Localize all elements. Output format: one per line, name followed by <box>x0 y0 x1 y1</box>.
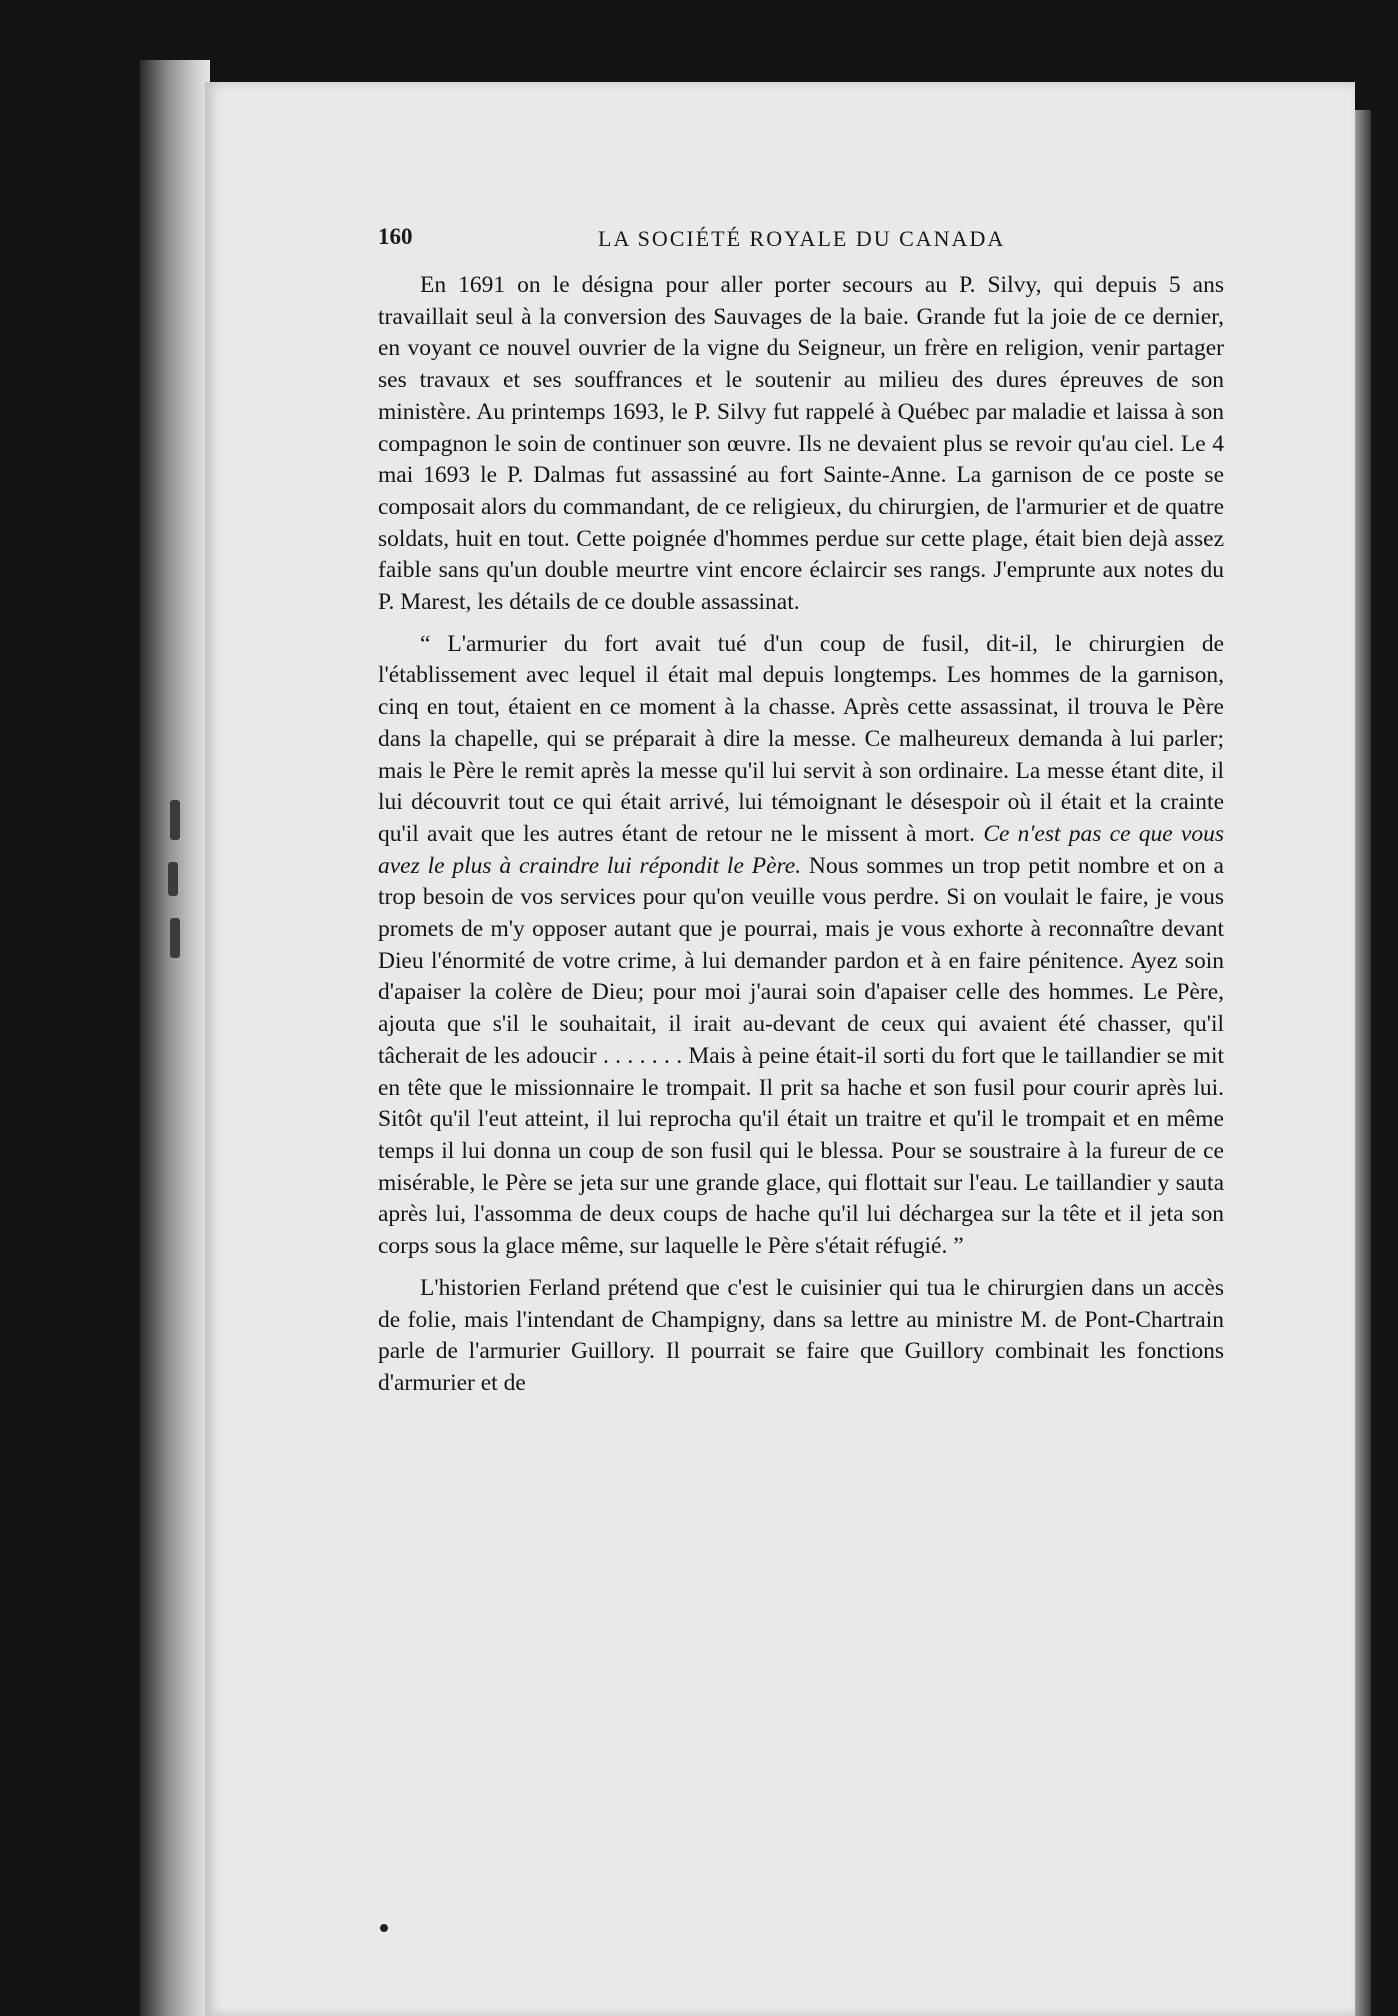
ink-dot <box>380 1924 388 1932</box>
paragraph-1: En 1691 on le désigna pour aller porter secours au P. Silvy, qui depuis 5 ans travaillait seul à la conversion des Sauvages de la baie. Grande fut la joie de ce dernier, en voyant ce nouvel ouvrier de la vigne du Seigneur, un frère en religion, venir partager ses travaux et ses souffrances et le soutenir au milieu des dures épreuves de son ministère. Au printemps 1693, le P. Silvy fut rappelé à Québec par maladie et laissa à son compagnon le soin de continuer son œuvre. Ils ne devaient plus se revoir qu'au ciel. Le 4 mai 1693 le P. Dalmas fut assassiné au fort Sainte-Anne. La garnison de ce poste se composait alors du commandant, de ce religieux, du chirurgien, de l'armurier et de quatre soldats, huit en tout. Cette poignée d'hommes perdue sur cette plage, était bien dejà assez faible sans qu'un double meurtre vint encore éclaircir ses rangs. J'emprunte aux notes du P. Marest, les détails de ce double assassinat. <box>378 272 1224 616</box>
gutter-mark <box>170 918 180 958</box>
quote-italic-phrase: Ce n'est pas ce que vous avez le plus à craindre lui répondit le Père. <box>378 820 1224 879</box>
gutter-mark <box>170 800 180 840</box>
quote-text-part-1: “ L'armurier du fort avait tué d'un coup de fusil, dit-il, le chirurgien de l'établissement avec lequel il était mal depuis longtemps. Les hommes de la garnison, cinq en tout, étaient en ce moment à la chasse. Après cette assassinat, il trouva le Père dans la chapelle, qui se préparait à dire la messe. Ce malheureux demanda à lui parler; mais le Père le remit après la messe qu'il lui servit à son ordinaire. La messe étant dite, il lui découvrit tout ce qui était arrivé, lui témoignant le désespoir où il était et la crainte qu'il avait que les autres étant de retour ne le missent à mort. <box>378 630 1224 847</box>
page-right-edge <box>1355 110 1371 2016</box>
running-title: LA SOCIÉTÉ ROYALE DU CANADA <box>598 226 1006 251</box>
book-gutter-shadow <box>140 60 210 2016</box>
page-body-text <box>378 270 1224 1410</box>
paragraph-3: L'historien Ferland prétend que c'est le cuisinier qui tua le chirurgien dans un accès de folie, mais l'intendant de Champigny, dans sa lettre au ministre M. de Pont-Chartrain parle de l'armurier Guillory. Il pourrait se faire que Guillory combinait les fonctions d'armurier et de <box>378 1274 1224 1396</box>
page-number: 160 <box>378 224 413 249</box>
page-header <box>378 224 1238 260</box>
gutter-mark <box>168 862 178 896</box>
quote-text-part-2: Nous sommes un trop petit nombre et on a trop besoin de vos services pour qu'on veuille vous perdre. Si on voulait le faire, je vous promets de m'y opposer autant que je pourrai, mais je vous exhorte à reconnaître devant Dieu l'énormité de votre crime, à lui demander pardon et à en faire pénitence. Ayez soin d'apaiser la colère de Dieu; pour moi j'aurai soin d'apaiser celle des hommes. Le Père, ajouta que s'il le souhaitait, il irait au-devant de ceux qui avaient été chasser, qu'il tâcherait de les adoucir . . . . . . . Mais à peine était-il sorti du fort que le taillandier se mit en tête que le missionnaire le trompait. Il prit sa hache et son fusil pour courir après lui. Sitôt qu'il l'eut atteint, il lui reprocha qu'il était un traitre et qu'il le trompait et en même temps il lui donna un coup de son fusil qui le blessa. Pour se soustraire à la fureur de ce misérable, le Père se jeta sur une grande glace, qui flottait sur l'eau. Le taillandier y sauta après lui, l'assomma de deux coups de hache qu'il lui déchargea sur la tête et il jeta son corps sous la glace même, sur laquelle le Père s'était réfugié. ” <box>378 852 1224 1260</box>
paragraph-2-quote <box>378 629 1224 1263</box>
